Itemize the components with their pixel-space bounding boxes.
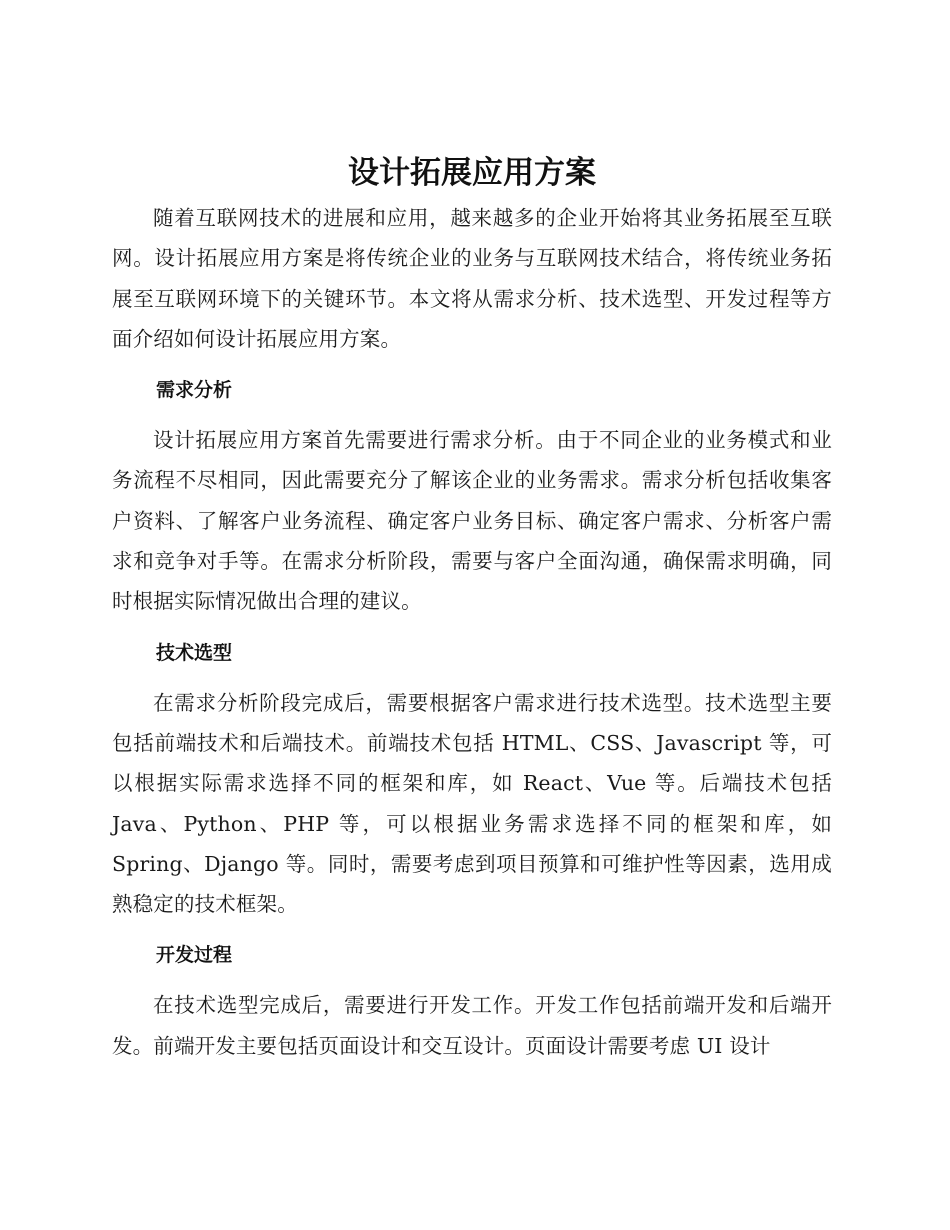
section-paragraph: 在技术选型完成后，需要进行开发工作。开发工作包括前端开发和后端开发。前端开发主要包括页面设计和交互设计。页面设计需要考虑 UI 设计 [112, 993, 832, 1058]
section-tech-selection [112, 638, 832, 925]
section-heading: 开发过程 [156, 944, 233, 967]
document-content [112, 148, 832, 1066]
section-paragraph: 设计拓展应用方案首先需要进行需求分析。由于不同企业的业务模式和业务流程不尽相同，因此需要充分了解该企业的业务需求。需求分析包括收集客户资料、了解客户业务流程、确定客户业务目标、确定客户需求、分析客户需求和竞争对手等。在需求分析阶段，需要与客户全面沟通，确保需求明确，同时根据实际情况做出合理的建议。 [112, 428, 832, 614]
document-title: 设计拓展应用方案 [348, 155, 596, 191]
section-heading: 需求分析 [156, 379, 233, 402]
section-paragraph: 在需求分析阶段完成后，需要根据客户需求进行技术选型。技术选型主要包括前端技术和后端技术。前端技术包括 HTML、CSS、Javascript 等，可以根据实际需求选择不同的框架和库，如 React、Vue 等。后端技术包括 Java、Python、PHP 等，可以根据业务需求选择不同的框架和库，如 Spring、Django 等。同时，需要考虑到项目预算和可维护性等因素，选用成熟稳定的技术框架。 [112, 690, 832, 917]
section-heading: 技术选型 [156, 641, 233, 664]
intro-paragraph: 随着互联网技术的进展和应用，越来越多的企业开始将其业务拓展至互联网。设计拓展应用方案是将传统企业的业务与互联网技术结合，将传统业务拓展至互联网环境下的关键环节。本文将从需求分析、技术选型、开发过程等方面介绍如何设计拓展应用方案。 [112, 206, 832, 351]
section-requirements [112, 375, 832, 621]
section-development [112, 940, 832, 1066]
